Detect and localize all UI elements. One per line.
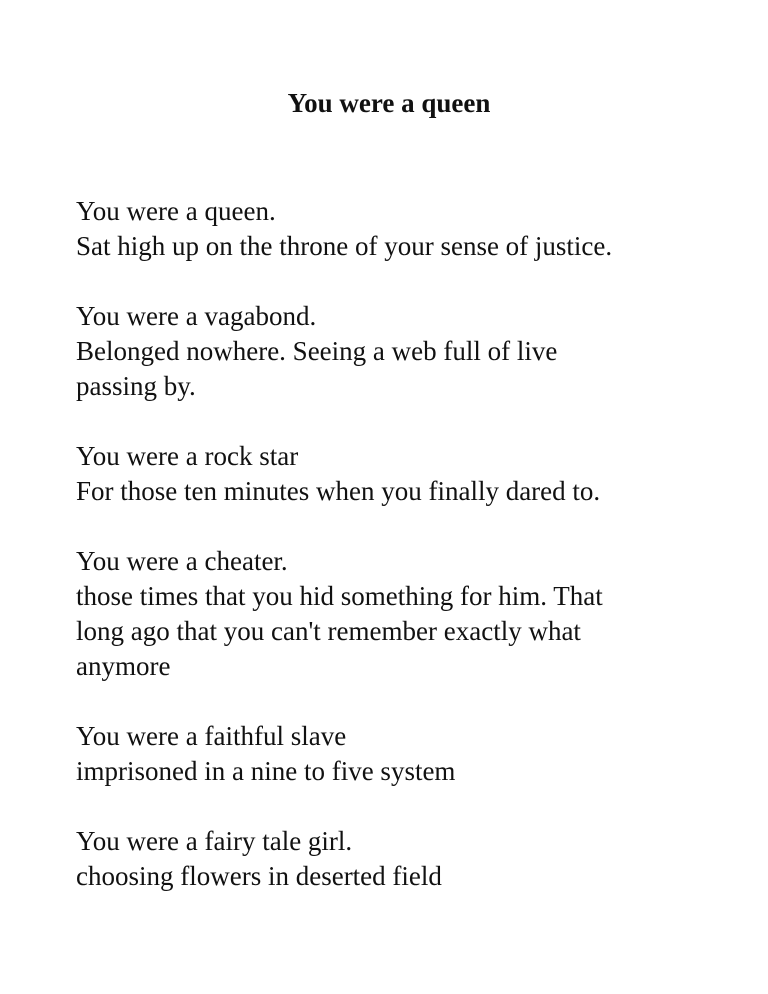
poem-line: You were a vagabond. <box>76 301 317 331</box>
poem-line: passing by. <box>76 371 196 401</box>
poem-line: anymore <box>76 651 171 681</box>
poem-line: You were a fairy tale girl. <box>76 826 353 856</box>
stanza <box>76 719 736 789</box>
poem-line: You were a cheater. <box>76 546 288 576</box>
poem-line: Sat high up on the throne of your sense of justice. <box>76 231 613 261</box>
poem-line: those times that you hid something for him. That <box>76 581 603 611</box>
poem-line: choosing flowers in deserted field <box>76 861 442 891</box>
poem-line: For those ten minutes when you finally dared to. <box>76 476 601 506</box>
poem-line: Belonged nowhere. Seeing a web full of live <box>76 336 558 366</box>
poem-line: You were a queen. <box>76 196 276 226</box>
stanza <box>76 544 736 684</box>
poem-title: You were a queen <box>287 88 491 118</box>
stanza <box>76 439 736 509</box>
stanza <box>76 299 736 404</box>
poem-line: long ago that you can't remember exactly what <box>76 616 581 646</box>
poem-line: imprisoned in a nine to five system <box>76 756 456 786</box>
poem-body <box>76 194 736 929</box>
stanza <box>76 194 736 264</box>
poem-line: You were a faithful slave <box>76 721 347 751</box>
stanza <box>76 824 736 894</box>
poem-line: You were a rock star <box>76 441 299 471</box>
